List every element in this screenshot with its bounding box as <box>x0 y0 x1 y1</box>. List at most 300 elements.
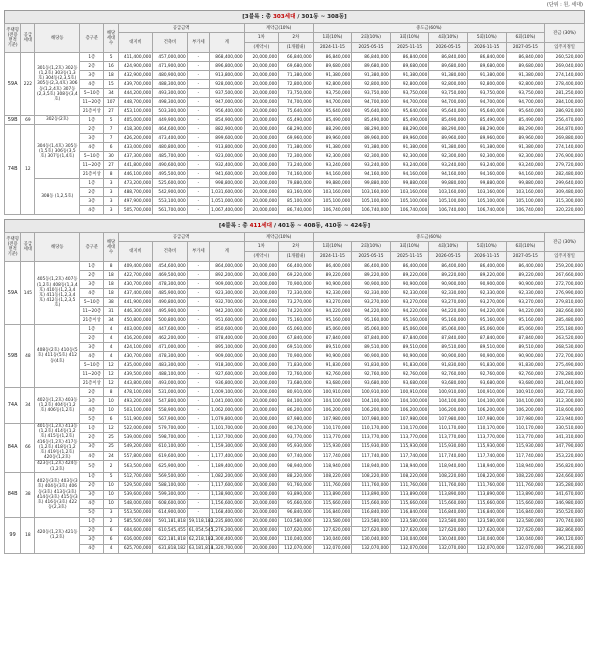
table-row <box>5 452 585 461</box>
header-price-group: 공급금액 <box>118 233 244 242</box>
contract-1-cell: 20,000,000 <box>244 334 279 343</box>
total-price-cell: 882,900,000 <box>210 125 245 134</box>
total-price-cell: 909,000,000 <box>210 352 245 361</box>
table-row <box>5 415 585 424</box>
vat-cell: - <box>187 481 209 490</box>
contract-2-cell: 75,160,000 <box>279 316 314 325</box>
contract-2-cell: 85,100,000 <box>279 197 314 206</box>
mid-3-cell: 115,930,000 <box>390 442 429 451</box>
vat-cell: - <box>187 143 209 152</box>
floor-cell: 1층 <box>80 517 104 526</box>
balance-cell: 309,480,000 <box>545 188 585 197</box>
mid-3-cell: 89,510,000 <box>390 343 429 352</box>
mid-1-cell: 94,700,000 <box>313 98 352 107</box>
land-price-cell: 503,100,000 <box>118 406 153 415</box>
mid-5-cell: 111,760,000 <box>467 481 506 490</box>
table-row <box>5 544 585 553</box>
mid-2-cell: 85,490,000 <box>352 116 391 125</box>
total-price-cell: 1,031,600,000 <box>211 189 243 195</box>
mid-6-cell: 94,220,000 <box>506 307 545 316</box>
floor-cell: 5~10층 <box>80 152 104 161</box>
mid-6-cell: 92,300,000 <box>506 152 545 161</box>
mid-1-cell: 92,800,000 <box>313 80 352 89</box>
supply-count-cell: 66 <box>21 424 35 473</box>
header-units: 해당 세대수 <box>104 24 118 53</box>
contract-1-cell: 20,000,000 <box>244 379 279 388</box>
mid-1-cell: 94,160,000 <box>313 170 352 179</box>
mid-1-cell: 95,640,000 <box>313 107 352 116</box>
balance-cell: 272,700,000 <box>545 352 585 361</box>
table-body <box>5 53 585 215</box>
vat-cell: - <box>187 134 209 143</box>
vat-cell: - <box>187 271 209 280</box>
header-supply: 공급 세대 <box>21 233 35 262</box>
land-price-cell: 403,000,000 <box>118 325 153 334</box>
total-price-cell: 1,159,300,000 <box>210 442 245 451</box>
land-price-cell: 473,200,000 <box>118 179 153 188</box>
building-price-cell: 561,700,000 <box>153 206 188 215</box>
vat-cell: - <box>187 370 209 379</box>
mid-3-cell: 113,770,000 <box>390 433 429 442</box>
mid-1-cell: 108,220,000 <box>313 472 352 481</box>
mid-3-cell: 94,700,000 <box>390 98 429 107</box>
header-contract-2: 2차 <box>279 33 314 43</box>
mid-2-cell: 106,740,000 <box>352 206 391 215</box>
header-total: 계 <box>210 33 245 53</box>
mid-1-cell: 117,740,000 <box>313 452 352 461</box>
table-row <box>5 71 585 80</box>
header-floor: 층구분 <box>80 233 104 262</box>
mid-4-cell: 94,700,000 <box>429 98 468 107</box>
mid-6-cell: 88,290,000 <box>506 125 545 134</box>
mid-5-cell: 89,220,000 <box>467 271 506 280</box>
mid-1-cell: 91,380,000 <box>313 143 352 152</box>
header-mid-date-6: 2027-05-15 <box>506 43 545 53</box>
mid-4-cell: 92,760,000 <box>429 370 468 379</box>
building-price-cell: 462,200,000 <box>153 334 188 343</box>
floor-cell: 1층 <box>80 325 104 334</box>
mid-1-cell: 118,940,000 <box>313 461 352 472</box>
header-building: 건축비 <box>153 33 188 53</box>
mid-2-cell: 89,680,000 <box>352 62 391 71</box>
total-price-cell: 932,400,000 <box>210 161 245 170</box>
contract-2-cell: 74,160,000 <box>279 170 314 179</box>
land-price-cell: 539,000,000 <box>118 433 153 442</box>
contract-1-cell: 20,000,000 <box>244 535 279 544</box>
mid-3-cell: 85,060,000 <box>390 325 429 334</box>
land-price-cell: 432,900,000 <box>118 71 153 80</box>
land-price-cell: 625,700,000 <box>118 544 153 553</box>
mid-2-cell: 95,160,000 <box>352 316 391 325</box>
mid-5-cell: 132,070,000 <box>467 544 506 553</box>
mid-4-cell: 132,070,000 <box>429 544 468 553</box>
table-row <box>5 472 585 481</box>
total-price-cell: 951,600,000 <box>210 316 245 325</box>
units-cell: 4 <box>104 352 118 361</box>
mid-4-cell: 93,270,000 <box>429 298 468 307</box>
floor-cell: 4층 <box>80 206 104 215</box>
mid-5-cell: 87,840,000 <box>467 334 506 343</box>
land-price-cell: 435,000,000 <box>118 361 153 370</box>
unit-type-cell: 84B <box>5 472 21 517</box>
building-list-cell: 420동(1,2호) 421동(1,2호) <box>35 517 80 553</box>
mid-6-cell: 115,660,000 <box>506 499 545 508</box>
mid-3-cell: 91,380,000 <box>390 71 429 80</box>
contract-1-cell: 20,000,000 <box>244 262 279 271</box>
mid-3-cell: 93,240,000 <box>390 161 429 170</box>
land-price-cell: 439,700,000 <box>118 80 153 89</box>
building-price-cell: 608,600,000 <box>153 499 188 508</box>
mid-2-cell: 93,750,000 <box>352 89 391 98</box>
mid-1-cell: 103,160,000 <box>313 188 352 197</box>
table-row <box>5 370 585 379</box>
floor-cell: 2층 <box>80 125 104 134</box>
balance-cell: 346,980,000 <box>545 499 585 508</box>
mid-5-cell: 99,880,000 <box>467 179 506 188</box>
mid-4-cell: 106,740,000 <box>429 206 468 215</box>
mid-6-cell: 92,800,000 <box>506 80 545 89</box>
header-mid-date-6: 2027-05-15 <box>506 252 545 262</box>
balance-cell: 259,200,000 <box>545 262 585 271</box>
vat-cell: - <box>187 107 209 116</box>
land-price-cell: 553,500,000 <box>118 508 153 517</box>
contract-1-cell: 20,000,000 <box>244 361 279 370</box>
price-table-block-4 <box>4 232 585 554</box>
balance-cell: 330,510,000 <box>545 424 585 433</box>
floor-cell: 1층 <box>80 472 104 481</box>
contract-2-cell: 72,330,000 <box>279 289 314 298</box>
contract-2-cell: 65,490,000 <box>279 116 314 125</box>
balance-cell: 320,220,000 <box>545 206 585 215</box>
table-row <box>5 499 585 508</box>
balance-cell: 274,140,000 <box>545 71 585 80</box>
building-price-cell: 553,100,000 <box>153 197 188 206</box>
mid-4-cell: 85,490,000 <box>429 116 468 125</box>
building-price-cell: 480,900,000 <box>153 71 188 80</box>
floor-cell: 3층 <box>80 397 104 406</box>
header-mid-date-2: 2025-05-15 <box>352 43 391 53</box>
mid-1-cell: 104,100,000 <box>313 397 352 406</box>
mid-6-cell: 118,940,000 <box>506 461 545 472</box>
mid-6-cell: 95,640,000 <box>506 107 545 116</box>
total-price-cell: 1,276,200,000 <box>211 528 243 534</box>
contract-1-cell: 20,000,000 <box>244 452 279 461</box>
mid-1-cell: 87,840,000 <box>313 334 352 343</box>
mid-6-cell: 127,620,000 <box>506 526 545 535</box>
mid-5-cell: 93,240,000 <box>467 161 506 170</box>
land-price-cell: 512,700,000 <box>118 472 153 481</box>
table-row <box>5 343 585 352</box>
floor-cell: 21층이상 <box>80 170 104 179</box>
mid-1-cell: 92,300,000 <box>313 152 352 161</box>
mid-1-cell: 107,980,000 <box>313 415 352 424</box>
header-mid-3: 3회(10%) <box>390 33 429 43</box>
vat-cell: - <box>187 415 209 424</box>
price-table-block-3 <box>4 23 585 215</box>
contract-2-cell: 69,960,000 <box>279 134 314 143</box>
total-price-cell: 956,400,000 <box>210 107 245 116</box>
floor-cell: 5~10층 <box>80 298 104 307</box>
mid-5-cell: 89,680,000 <box>467 62 506 71</box>
floor-cell: 4층 <box>80 80 104 89</box>
header-contract-group: 계약금(10%) <box>244 24 313 33</box>
balance-cell: 282,660,000 <box>545 307 585 316</box>
mid-5-cell: 100,910,000 <box>467 388 506 397</box>
mid-2-cell: 117,740,000 <box>352 452 391 461</box>
header-vat: 부가세 <box>187 242 209 262</box>
mid-4-cell: 94,160,000 <box>429 170 468 179</box>
units-cell: 18 <box>104 289 118 298</box>
units-cell: 6 <box>104 526 118 535</box>
table-row <box>5 289 585 298</box>
table-row <box>5 316 585 325</box>
floor-cell: 2층 <box>80 271 104 280</box>
floor-cell: 2층 <box>80 188 104 197</box>
units-cell: 12 <box>104 370 118 379</box>
table-row <box>5 262 585 271</box>
balance-cell: 281,250,000 <box>545 89 585 98</box>
supply-count-cell: 34 <box>21 388 35 424</box>
total-price-cell: 941,600,000 <box>210 170 245 179</box>
mid-4-cell: 113,890,000 <box>429 490 468 499</box>
mid-6-cell: 111,760,000 <box>506 481 545 490</box>
building-price-cell: 485,900,000 <box>153 289 188 298</box>
contract-1-cell: 20,000,000 <box>244 89 279 98</box>
header-contract-2: 2차 <box>279 242 314 252</box>
land-price-cell: 430,700,000 <box>118 352 153 361</box>
mid-5-cell: 91,380,000 <box>467 143 506 152</box>
mid-5-cell: 90,900,000 <box>467 280 506 289</box>
table-row <box>5 188 585 197</box>
vat-cell: - <box>187 379 209 388</box>
header-vat: 부가세 <box>187 33 209 53</box>
total-price-cell: 937,500,000 <box>210 89 245 98</box>
supply-count-cell: 222 <box>21 53 35 116</box>
floor-cell: 3층 <box>80 197 104 206</box>
mid-6-cell: 87,840,000 <box>506 334 545 343</box>
units-cell: 31 <box>104 307 118 316</box>
balance-cell: 281,040,000 <box>545 379 585 388</box>
contract-2-cell: 70,900,000 <box>279 352 314 361</box>
section-block-4 <box>4 219 585 554</box>
mid-1-cell: 89,960,000 <box>313 134 352 143</box>
total-price-cell: 913,800,000 <box>210 143 245 152</box>
mid-1-cell: 92,760,000 <box>313 370 352 379</box>
total-price-cell: 1,320,700,000 <box>211 546 243 552</box>
vat-cell: - <box>187 89 209 98</box>
land-price-cell: 557,800,000 <box>118 452 153 461</box>
mid-6-cell: 91,380,000 <box>506 143 545 152</box>
contract-2-cell: 80,910,000 <box>279 388 314 397</box>
balance-cell: 324,660,000 <box>545 472 585 481</box>
mid-4-cell: 92,800,000 <box>429 80 468 89</box>
contract-1-cell: 20,000,000 <box>244 415 279 424</box>
balance-cell: 268,530,000 <box>545 343 585 352</box>
mid-3-cell: 90,900,000 <box>390 352 429 361</box>
mid-3-cell: 113,890,000 <box>390 490 429 499</box>
mid-4-cell: 86,840,000 <box>429 53 468 62</box>
floor-cell: 11~20층 <box>80 98 104 107</box>
contract-2-cell: 98,940,000 <box>279 461 314 472</box>
land-price-cell: 409,400,000 <box>118 262 153 271</box>
mid-3-cell: 93,680,000 <box>390 379 429 388</box>
balance-cell: 347,790,000 <box>545 442 585 451</box>
header-balance: 입주지정일 <box>545 43 585 53</box>
contract-2-cell: 83,160,000 <box>279 188 314 197</box>
contract-1-cell: 20,000,000 <box>244 316 279 325</box>
building-price-cell: 614,900,000 <box>153 508 188 517</box>
balance-cell: 255,180,000 <box>545 325 585 334</box>
unit-type-cell: 99 <box>5 517 21 553</box>
building-price-cell: 498,300,000 <box>153 98 188 107</box>
contract-2-cell: 79,880,000 <box>279 179 314 188</box>
land-price-cell: 411,400,000 <box>118 53 153 62</box>
mid-3-cell: 86,840,000 <box>390 53 429 62</box>
mid-2-cell: 93,680,000 <box>352 379 391 388</box>
building-price-cell: 469,500,000 <box>153 271 188 280</box>
balance-cell: 396,210,000 <box>545 544 585 553</box>
mid-1-cell: 123,580,000 <box>313 517 352 526</box>
mid-3-cell: 87,840,000 <box>390 334 429 343</box>
building-price-cell: 503,300,000 <box>153 107 188 116</box>
contract-1-cell: 20,000,000 <box>244 53 279 62</box>
header-floor: 층구분 <box>80 24 104 53</box>
contract-2-cell: 71,830,000 <box>279 361 314 370</box>
building-price-cell: 625,900,000 <box>153 461 188 472</box>
mid-6-cell: 106,200,000 <box>506 406 545 415</box>
header-mid-date-4: 2026-05-15 <box>429 252 468 262</box>
mid-5-cell: 106,200,000 <box>467 406 506 415</box>
building-price-cell: 531,000,000 <box>153 388 188 397</box>
units-cell: 6 <box>104 535 118 544</box>
contract-1-cell: 20,000,000 <box>244 143 279 152</box>
mid-1-cell: 99,880,000 <box>313 179 352 188</box>
mid-6-cell: 123,580,000 <box>506 517 545 526</box>
total-price-cell: 1,168,400,000 <box>211 510 243 516</box>
mid-3-cell: 89,960,000 <box>390 134 429 143</box>
balance-cell: 353,220,000 <box>545 452 585 461</box>
mid-4-cell: 118,940,000 <box>429 461 468 472</box>
land-price-cell: 604,600,000 <box>118 526 153 535</box>
mid-6-cell: 89,960,000 <box>506 134 545 143</box>
mid-2-cell: 94,220,000 <box>352 307 391 316</box>
table-row <box>5 134 585 143</box>
land-price-cell: 437,300,000 <box>118 152 153 161</box>
header-balance-group: 잔금 (30%) <box>545 233 585 252</box>
mid-5-cell: 127,620,000 <box>467 526 506 535</box>
mid-2-cell: 100,910,000 <box>352 388 391 397</box>
contract-2-cell: 112,070,000 <box>279 544 314 553</box>
mid-6-cell: 90,900,000 <box>506 352 545 361</box>
total-price-cell: 864,000,000 <box>210 262 245 271</box>
table-row <box>5 433 585 442</box>
mid-6-cell: 104,100,000 <box>506 397 545 406</box>
units-cell: 10 <box>104 490 118 499</box>
mid-2-cell: 92,330,000 <box>352 289 391 298</box>
floor-cell: 11~20층 <box>80 370 104 379</box>
contract-2-cell: 107,620,000 <box>279 526 314 535</box>
units-cell: 10 <box>104 397 118 406</box>
table-row <box>5 206 585 215</box>
vat-cell: 62,218,182 <box>188 537 214 543</box>
contract-2-cell: 73,680,000 <box>279 379 314 388</box>
mid-5-cell: 95,640,000 <box>467 107 506 116</box>
mid-4-cell: 103,160,000 <box>429 188 468 197</box>
mid-6-cell: 91,380,000 <box>506 71 545 80</box>
building-price-cell: 542,900,000 <box>153 188 188 197</box>
building-price-cell: 471,900,000 <box>153 62 188 71</box>
floor-cell: 3층 <box>80 280 104 289</box>
building-price-cell: 610,545,455 <box>153 526 188 535</box>
mid-4-cell: 89,960,000 <box>429 134 468 143</box>
land-price-cell: 439,500,000 <box>118 370 153 379</box>
land-price-cell: 422,700,000 <box>118 271 153 280</box>
balance-cell: 315,300,000 <box>545 197 585 206</box>
land-price-cell: 441,800,000 <box>118 161 153 170</box>
mid-2-cell: 107,980,000 <box>352 415 391 424</box>
total-price-cell: 1,067,400,000 <box>211 207 243 213</box>
units-cell: 25 <box>104 442 118 451</box>
header-units: 해당 세대수 <box>104 233 118 262</box>
total-price-cell: 942,200,000 <box>210 307 245 316</box>
header-mid-group: 중도금(60%) <box>313 233 545 242</box>
floor-cell: 21층이상 <box>80 316 104 325</box>
vat-cell: - <box>187 125 209 134</box>
floor-cell: 2층 <box>80 433 104 442</box>
mid-4-cell: 117,740,000 <box>429 452 468 461</box>
floor-cell: 1층 <box>80 262 104 271</box>
total-price-cell: 854,900,000 <box>210 116 245 125</box>
vat-cell: - <box>187 280 209 289</box>
mid-1-cell: 113,770,000 <box>313 433 352 442</box>
table-row <box>5 397 585 406</box>
mid-5-cell: 92,300,000 <box>467 152 506 161</box>
units-cell: 25 <box>104 433 118 442</box>
mid-1-cell: 86,400,000 <box>313 262 352 271</box>
vat-cell: - <box>187 80 209 89</box>
table-row <box>5 352 585 361</box>
mid-1-cell: 115,930,000 <box>313 442 352 451</box>
vat-cell: 59,118,182 <box>188 519 214 525</box>
contract-1-cell: 20,000,000 <box>244 406 279 415</box>
building-price-cell: 478,300,000 <box>153 352 188 361</box>
header-type: 주택형 (전용 면적 기준) <box>5 233 21 262</box>
mid-6-cell: 113,770,000 <box>506 433 545 442</box>
mid-6-cell: 105,100,000 <box>506 197 545 206</box>
contract-2-cell: 69,510,000 <box>279 343 314 352</box>
contract-1-cell: 20,000,000 <box>244 197 279 206</box>
mid-2-cell: 90,900,000 <box>352 280 391 289</box>
total-price-cell: 878,400,000 <box>210 334 245 343</box>
mid-5-cell: 113,890,000 <box>467 490 506 499</box>
mid-1-cell: 106,740,000 <box>313 206 352 215</box>
mid-5-cell: 93,270,000 <box>467 298 506 307</box>
floor-cell: 21층이상 <box>80 107 104 116</box>
balance-cell: 279,720,000 <box>545 161 585 170</box>
mid-2-cell: 86,840,000 <box>352 53 391 62</box>
balance-cell: 350,520,000 <box>545 508 585 517</box>
mid-3-cell: 91,380,000 <box>390 143 429 152</box>
total-price-cell: 936,800,000 <box>210 379 245 388</box>
section-title-block-4 <box>4 219 585 232</box>
building-price-cell: 490,600,000 <box>153 161 188 170</box>
mid-1-cell: 116,840,000 <box>313 508 352 517</box>
contract-1-cell: 20,000,000 <box>244 461 279 472</box>
header-mid-6: 6회(10%) <box>506 242 545 252</box>
contract-2-cell: 68,290,000 <box>279 125 314 134</box>
mid-2-cell: 93,240,000 <box>352 161 391 170</box>
mid-6-cell: 92,330,000 <box>506 289 545 298</box>
